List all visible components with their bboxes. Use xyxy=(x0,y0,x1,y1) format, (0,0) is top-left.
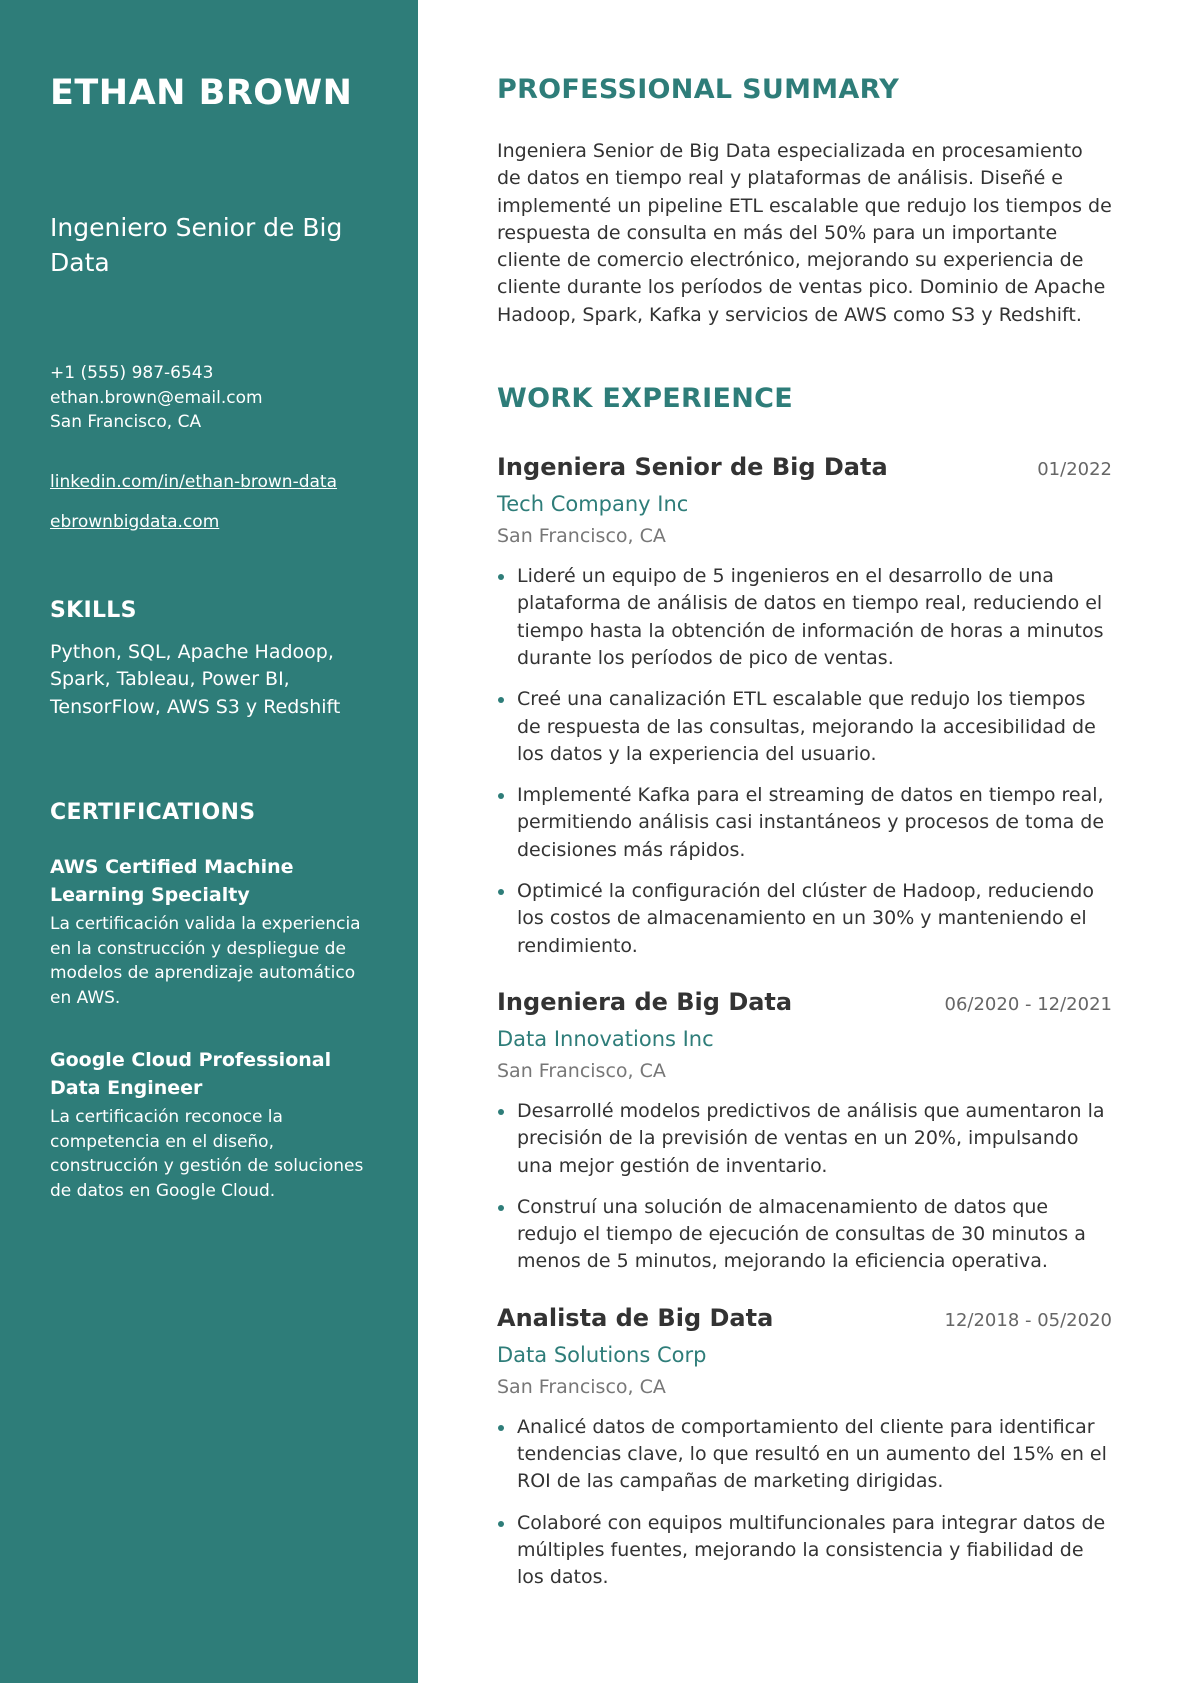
contact-info xyxy=(50,361,378,435)
job-bullet: Implementé Kafka para el streaming de datos en tiempo real, permitiendo análisis casi instantáneos y procesos de toma de decisiones más rápidos. xyxy=(497,782,1112,864)
phone-text: +1 (555) 987-6543 xyxy=(50,363,214,383)
job-entry xyxy=(497,1304,1112,1592)
job-title: Ingeniera de Big Data xyxy=(497,987,793,1016)
certification-item xyxy=(50,1046,378,1203)
job-date: 12/2018 - 05/2020 xyxy=(944,1309,1112,1331)
job-bullet: Desarrollé modelos predictivos de análisis que aumentaron la precisión de la previsión de ventas en un 20%, impulsando una mejor gestión de inventario. xyxy=(497,1098,1112,1180)
job-location: San Francisco, CA xyxy=(497,525,666,548)
job-bullet: Analicé datos de comportamiento del cliente para identificar tendencias clave, lo que resultó en un aumento del 15% en el ROI de las campañas de marketing dirigidas. xyxy=(497,1414,1112,1496)
job-company: Data Solutions Corp xyxy=(497,1342,707,1367)
job-bullet: Colaboré con equipos multifuncionales para integrar datos de múltiples fuentes, mejorando la consistencia y fiabilidad de los datos. xyxy=(497,1510,1112,1592)
job-date: 01/2022 xyxy=(1037,459,1112,481)
job-bullet: Creé una canalización ETL escalable que redujo los tiempos de respuesta de las consultas, mejorando la accesibilidad de los datos y la experiencia del usuario. xyxy=(497,686,1112,768)
job-entry xyxy=(497,988,1112,1276)
skills-heading: SKILLS xyxy=(50,597,137,623)
linkedin-link[interactable]: linkedin.com/in/ethan-brown-data xyxy=(50,471,338,492)
job-title: Analista de Big Data xyxy=(497,1303,774,1332)
job-bullet: Optimicé la configuración del clúster de Hadoop, reduciendo los costos de almacenamiento en un 30% y manteniendo el rendimiento. xyxy=(497,878,1112,960)
job-bullet: Construí una solución de almacenamiento de datos que redujo el tiempo de ejecución de consultas de 30 minutos a menos de 5 minutos, mejorando la eficiencia operativa. xyxy=(497,1194,1112,1276)
certification-description: La certificación valida la experiencia en la construcción y despliegue de modelos de aprendizaje automático en AWS. xyxy=(50,914,361,1008)
skills-list: Python, SQL, Apache Hadoop, Spark, Tableau, Power BI, TensorFlow, AWS S3 y Redshift xyxy=(50,640,341,718)
email-text: ethan.brown@email.com xyxy=(50,387,263,408)
profile-links xyxy=(50,470,378,534)
job-entry xyxy=(497,453,1112,960)
main-content xyxy=(418,0,1190,1683)
job-company: Tech Company Inc xyxy=(497,492,689,517)
website-link[interactable]: ebrownbigdata.com xyxy=(50,511,220,532)
certification-description: La certificación reconoce la competencia en el diseño, construcción y gestión de soluciones de datos en Google Cloud. xyxy=(50,1107,364,1201)
candidate-title: Ingeniero Senior de Big Data xyxy=(50,213,343,277)
certification-name: Google Cloud Professional Data Engineer xyxy=(50,1049,332,1099)
certification-item xyxy=(50,853,378,1010)
job-location: San Francisco, CA xyxy=(497,1059,666,1082)
certification-name: AWS Certified Machine Learning Specialty xyxy=(50,856,294,906)
job-location: San Francisco, CA xyxy=(497,1375,666,1398)
job-bullets xyxy=(497,563,1112,960)
job-bullets xyxy=(497,1098,1112,1276)
summary-heading: PROFESSIONAL SUMMARY xyxy=(497,74,900,105)
job-bullet: Lideré un equipo de 5 ingenieros en el desarrollo de una plataforma de análisis de datos en tiempo real, reduciendo el tiempo hasta la obtención de información de horas a minutos durante los períodos de pico de ventas. xyxy=(497,563,1112,672)
job-title: Ingeniera Senior de Big Data xyxy=(497,453,888,482)
certifications-heading: CERTIFICATIONS xyxy=(50,800,256,825)
job-date: 06/2020 - 12/2021 xyxy=(944,993,1112,1015)
sidebar xyxy=(0,0,418,1683)
summary-text: Ingeniera Senior de Big Data especializada en procesamiento de datos en tiempo real y plataformas de análisis. Diseñé e implementé un pipeline ETL escalable que redujo los tiempos de respuesta de consulta en más del 50% para un importante cliente de comercio electrónico, mejorando su experiencia de cliente durante los períodos de ventas pico. Dominio de Apache Hadoop, Spark, Kafka y servicios de AWS como S3 y Redshift. xyxy=(497,140,1112,326)
work-experience-heading: WORK EXPERIENCE xyxy=(497,383,793,415)
candidate-name: ETHAN BROWN xyxy=(50,73,353,113)
job-bullets xyxy=(497,1414,1112,1592)
location-text: San Francisco, CA xyxy=(50,412,202,432)
job-company: Data Innovations Inc xyxy=(497,1026,714,1051)
